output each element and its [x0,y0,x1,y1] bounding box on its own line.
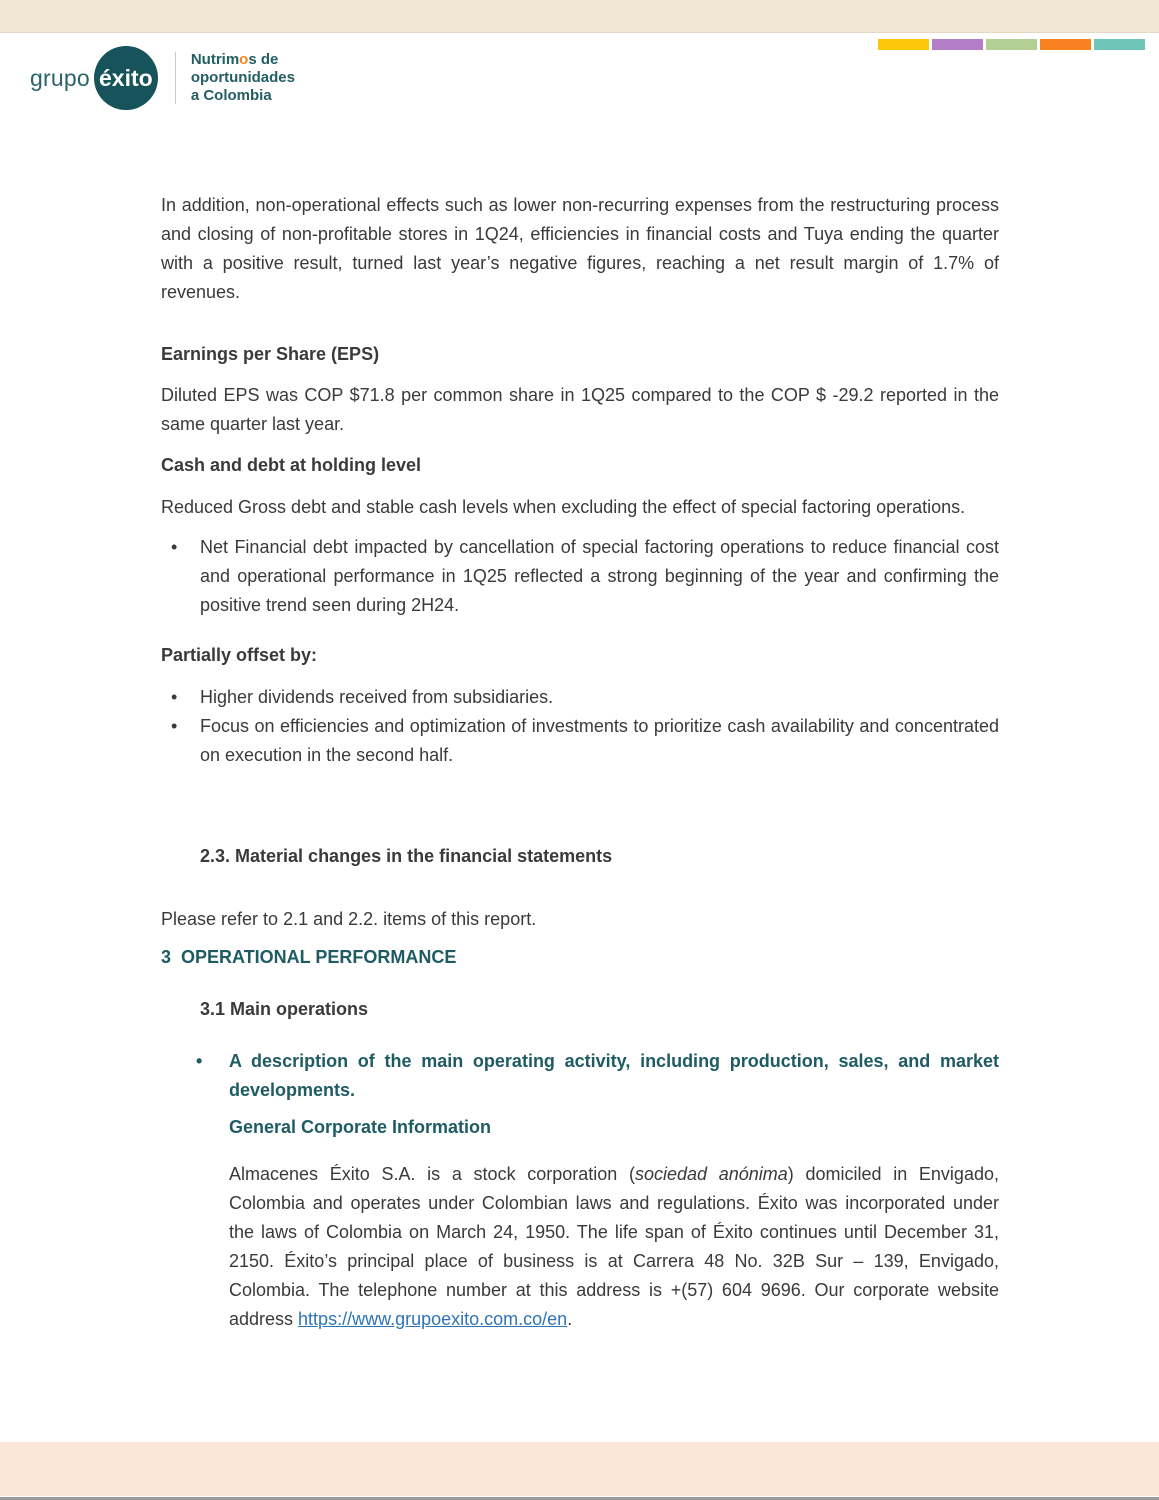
heading-material-changes: 2.3. Material changes in the financial statements [200,846,613,866]
tagline-orange-o: o [239,51,249,68]
heading-cash-and-debt: Cash and debt at holding level [161,455,422,475]
tagline-part: s de [248,51,279,68]
logo-grupo-text: grupo [30,64,90,91]
document-body [161,191,999,1334]
bullet-item-focus [161,712,999,770]
corp-text-mid: ) domiciled in Envigado, Colombia and operates under Colombian laws and regulations. Éxito was incorporated under the laws of Colombia on March 24, 1950. The life span of Éxito continues until December 31, 2150. Éxito’s principal place of business is at Carrera 48 No. 32B Sur – 139, Envigado, Colombia. The telephone number at this address is +(57) 604 9696. Our corporate website address [229,1164,999,1329]
bullet-icon: • [171,537,178,557]
tagline-part: a Colombia [190,87,272,104]
bullet-item-description [161,1047,999,1105]
bullet-icon: • [171,687,178,707]
paragraph-please-refer: Please refer to 2.1 and 2.2. items of this report. [161,909,537,929]
corp-text-italic: sociedad anónima [635,1164,788,1184]
brand-tagline [191,51,295,105]
bullet-item-dividends [161,683,999,712]
paragraph-corporate-info [161,1160,999,1334]
bullet-icon: • [196,1051,203,1071]
corp-text-end: . [567,1309,573,1329]
paragraph-diluted-eps: Diluted EPS was COP $71.8 per common share in 1Q25 compared to the COP $ -29.2 reported in the same quarter last year. [161,385,999,434]
paragraph-gross-debt: Reduced Gross debt and stable cash levels when excluding the effect of special factoring operations. [161,497,966,517]
corp-text-pre: Almacenes Éxito S.A. is a stock corporation ( [229,1164,635,1184]
bullet-text: Higher dividends received from subsidiaries. [200,687,554,707]
heading-operational-performance: 3 OPERATIONAL PERFORMANCE [161,947,457,967]
decor-bar-orange [1040,39,1091,50]
bullet-text: Focus on efficiencies and optimization of investments to prioritize cash availability and concentrated on execution in the second half. [200,716,999,765]
heading-main-operations: 3.1 Main operations [200,999,369,1019]
bullet-item-net-debt [161,533,999,620]
bullet-icon: • [171,716,178,736]
corporate-website-link[interactable]: https://www.grupoexito.com.co/en [298,1309,568,1329]
bottom-peach-band [0,1442,1159,1496]
bullet-text: A description of the main operating activity, including production, sales, and market developments. [229,1051,999,1100]
decor-bar-green [986,39,1037,50]
paragraph-intro: In addition, non-operational effects such as lower non-recurring expenses from the restructuring process and closing of non-profitable stores in 1Q24, efficiencies in financial costs and Tuya ending the quarter with a positive result, turned last year’s negative figures, reaching a net result margin of 1.7% of revenues. [161,195,999,302]
decor-bar-yellow [878,39,929,50]
heading-partially-offset: Partially offset by: [161,645,318,665]
heading-general-corporate-info: General Corporate Information [229,1117,492,1137]
tagline-part: oportunidades [190,69,295,86]
brand-logo [30,46,295,110]
logo-divider [175,52,176,104]
heading-earnings-per-share: Earnings per Share (EPS) [161,344,380,364]
tagline-part: Nutrim [190,51,240,68]
bullet-text: Net Financial debt impacted by cancellation of special factoring operations to reduce financial cost and operational performance in 1Q25 reflected a strong beginning of the year and confirming the positive trend seen during 2H24. [200,537,999,615]
top-cream-band [0,0,1159,33]
exito-logo-icon: éxito [94,46,158,110]
decor-bar-purple [932,39,983,50]
decor-bar-teal [1094,39,1145,50]
decor-color-bars [878,39,1145,50]
